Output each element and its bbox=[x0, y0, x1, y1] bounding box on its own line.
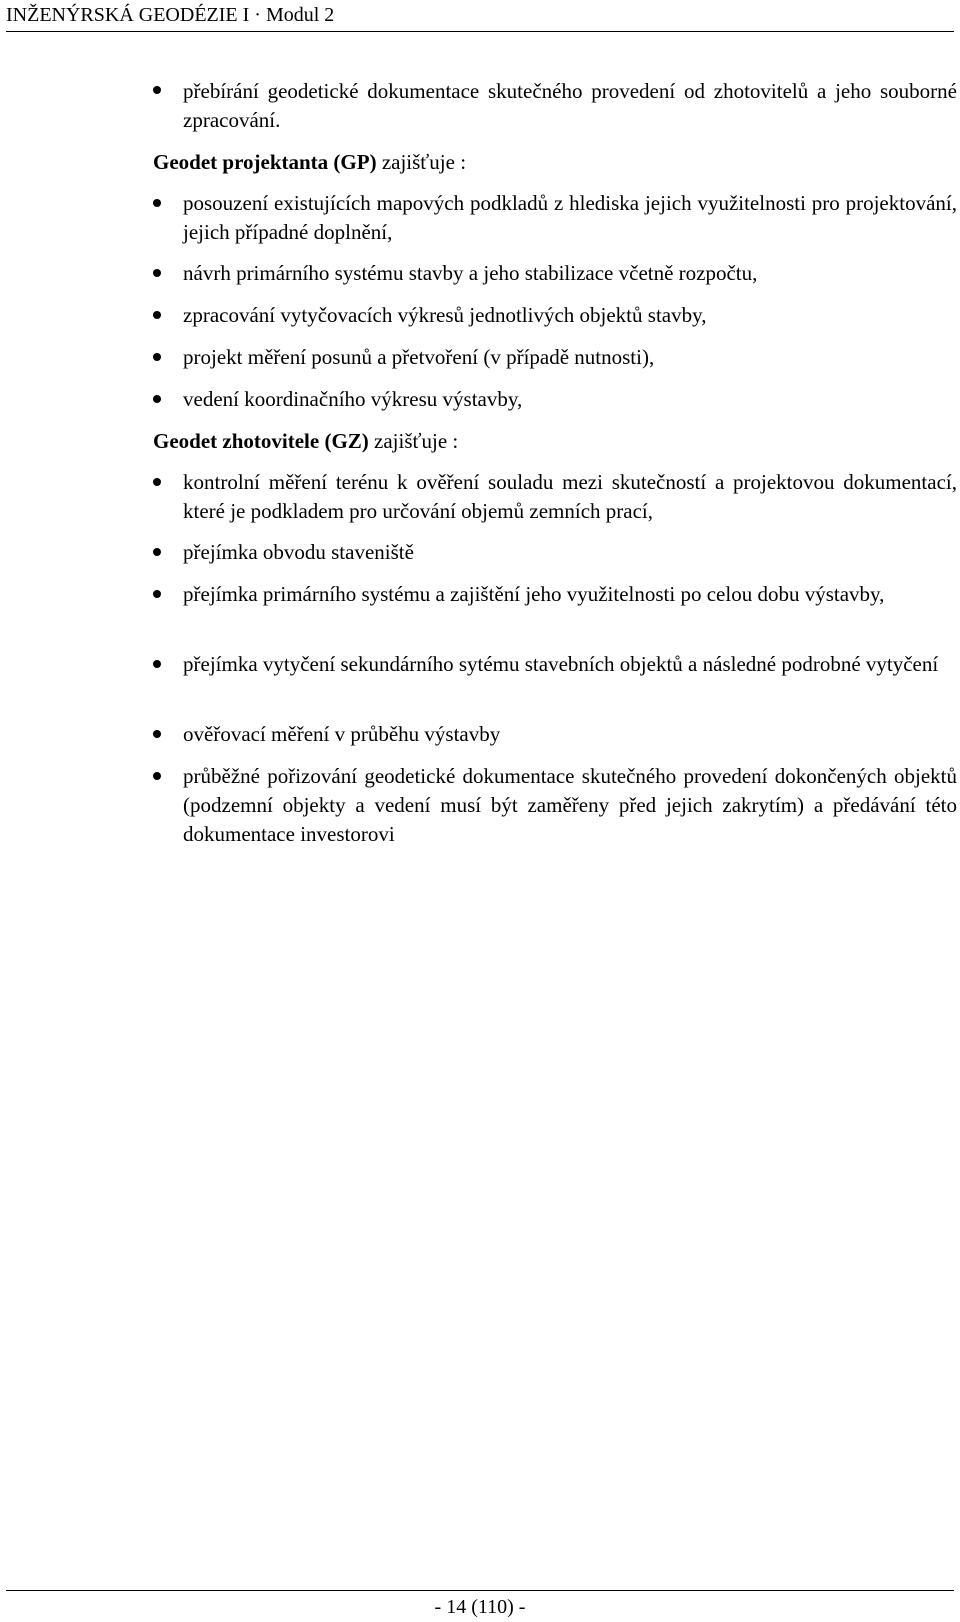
list-item-gp: zpracování vytyčovacích výkresů jednotlivých objektů stavby, bbox=[183, 303, 707, 327]
list-item-gz: přejímka primárního systému a zajištění jeho využitelnosti po celou dobu výstavby, bbox=[183, 582, 885, 606]
bullet-icon bbox=[153, 395, 161, 403]
bullet-icon bbox=[153, 86, 161, 94]
bullet-icon bbox=[153, 269, 161, 277]
bullet-icon bbox=[153, 478, 161, 486]
section-heading-gp-bold: Geodet projektanta (GP) bbox=[153, 150, 377, 174]
list-item-gz: ověřovací měření v průběhu výstavby bbox=[183, 722, 501, 746]
list-item-gz: přejímka vytyčení sekundárního sytému stavebních objektů a následné podrobné vytyčení bbox=[183, 652, 939, 676]
page-footer bbox=[6, 1590, 954, 1618]
list-item-gz: průběžné pořizování geodetické dokumentace skutečného provedení dokončených objektů (podzemní objekty a vedení musí být zaměřeny před jejich zakrytím) a předávání této dokumentace investorovi bbox=[183, 764, 957, 846]
section-heading-gp-rest: zajišťuje : bbox=[376, 150, 467, 174]
bullet-icon bbox=[153, 772, 161, 780]
bullet-icon bbox=[153, 311, 161, 319]
bullet-icon bbox=[153, 660, 161, 668]
header-title: INŽENÝRSKÁ GEODÉZIE I · Modul 2 bbox=[6, 4, 335, 26]
list-item-intro: přebírání geodetické dokumentace skutečného provedení od zhotovitelů a jeho souborné zpracování. bbox=[183, 79, 957, 132]
list-item-gp: projekt měření posunů a přetvoření (v případě nutnosti), bbox=[183, 345, 655, 369]
list-item-gp: vedení koordinačního výkresu výstavby, bbox=[183, 387, 523, 411]
section-heading-gz-rest: zajišťuje : bbox=[368, 429, 459, 453]
list-item-gp: návrh primárního systému stavby a jeho stabilizace včetně rozpočtu, bbox=[183, 261, 758, 285]
bullet-icon bbox=[153, 199, 161, 207]
list-item-gz: přejímka obvodu staveniště bbox=[183, 540, 414, 564]
bullet-icon bbox=[153, 590, 161, 598]
page-number: - 14 (110) - bbox=[434, 1596, 526, 1618]
section-heading-gz-bold: Geodet zhotovitele (GZ) bbox=[153, 429, 369, 453]
section-heading-gp bbox=[153, 148, 466, 177]
list-item-gz: kontrolní měření terénu k ověření souladu mezi skutečností a projektovou dokumentací, které je podkladem pro určování objemů zemních prací, bbox=[183, 470, 957, 523]
bullet-icon bbox=[153, 548, 161, 556]
bullet-icon bbox=[153, 353, 161, 361]
section-heading-gz bbox=[153, 427, 458, 456]
bullet-icon bbox=[153, 730, 161, 738]
list-item-gp: posouzení existujících mapových podkladů z hlediska jejich využitelnosti pro projektování, jejich případné doplnění, bbox=[183, 191, 957, 244]
